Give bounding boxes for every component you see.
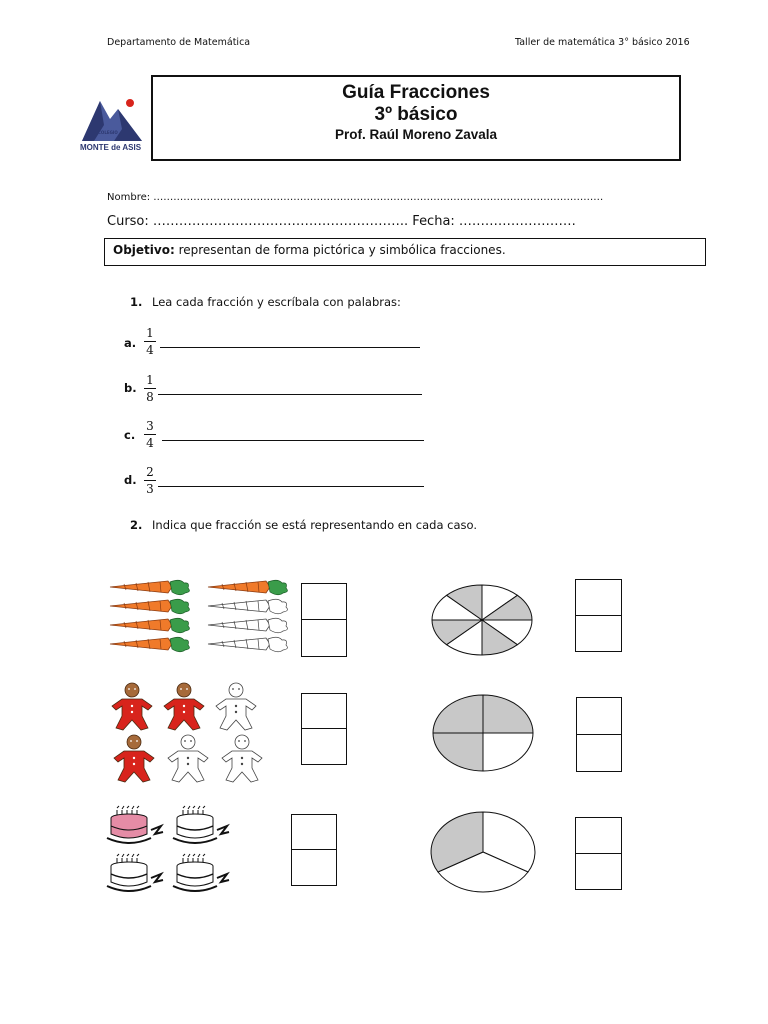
numerator-slot[interactable] (302, 694, 346, 729)
q1-item-d-answer-line[interactable] (158, 486, 424, 487)
teacher-name: Prof. Raúl Moreno Zavala (334, 127, 498, 142)
carrot-icon (110, 637, 189, 652)
answer-box-circle-thirds[interactable] (575, 817, 622, 890)
q1-item-a-answer-line[interactable] (160, 347, 420, 348)
numerator-slot[interactable] (577, 698, 621, 735)
carrot-icon (208, 618, 287, 633)
numerator-slot[interactable] (576, 818, 621, 854)
grade-title: 3º básico (374, 104, 458, 125)
logo-small-text: COLEGIO (98, 130, 118, 135)
cake-icon (173, 806, 229, 843)
circle-thirds-figure (428, 810, 538, 896)
q1-item-c-answer-line[interactable] (162, 440, 424, 441)
school-logo (80, 95, 150, 157)
q1-text: Lea cada fracción y escríbala con palabras: (152, 295, 401, 309)
circle-quarters-figure (430, 693, 536, 775)
q1-item-d-fraction: 2 3 (144, 465, 156, 496)
circle-eighths-figure (430, 582, 534, 658)
nombre-field[interactable]: Nombre: ……………………………………………………………………………………………………………………… (107, 192, 604, 203)
q2-number: 2. (130, 518, 143, 532)
denominator-slot[interactable] (576, 854, 621, 890)
objective-text: representan de forma pictórica y simbólica fracciones. (174, 243, 506, 257)
objective-box (104, 238, 706, 266)
gingerbread-icon (164, 683, 204, 730)
q1-item-b-letter: b. (124, 381, 137, 395)
cake-icon (173, 854, 229, 891)
carrot-icon (110, 618, 189, 633)
answer-box-gingerbread[interactable] (301, 693, 347, 765)
header-right: Taller de matemática 3° básico 2016 (515, 37, 690, 48)
cake-icon (107, 806, 163, 843)
carrot-icon (110, 599, 189, 614)
denominator-slot[interactable] (302, 620, 346, 656)
q1-item-a-letter: a. (124, 336, 137, 350)
numerator-slot[interactable] (292, 815, 336, 850)
q1-item-d-letter: d. (124, 473, 137, 487)
answer-box-circle-eighths[interactable] (575, 579, 622, 652)
cake-icon (107, 854, 163, 891)
gingerbread-icon (112, 683, 152, 730)
q1-item-b-answer-line[interactable] (158, 394, 422, 395)
header-left: Departamento de Matemática (107, 37, 251, 48)
carrot-icon (208, 580, 287, 595)
answer-box-carrots[interactable] (301, 583, 347, 657)
answer-box-circle-quarters[interactable] (576, 697, 622, 772)
page-title: Guía Fracciones (342, 82, 490, 103)
q2-text: Indica que fracción se está representando en cada caso. (152, 518, 478, 532)
gingerbread-icon (216, 683, 256, 730)
gingerbread-icon (222, 735, 262, 782)
denominator-slot[interactable] (577, 735, 621, 772)
gingerbread-icon (114, 735, 154, 782)
denominator-slot[interactable] (292, 850, 336, 885)
q1-number: 1. (130, 295, 143, 309)
answer-box-cakes[interactable] (291, 814, 337, 886)
denominator-slot[interactable] (576, 616, 621, 652)
carrots-figure (108, 578, 294, 658)
denominator-slot[interactable] (302, 729, 346, 764)
logo-name: MONTE de ASIS (80, 143, 142, 152)
gingerbread-icon (168, 735, 208, 782)
q1-item-a-fraction: 1 4 (144, 326, 156, 357)
numerator-slot[interactable] (302, 584, 346, 620)
title-box (151, 75, 681, 161)
cakes-figure (105, 802, 240, 897)
numerator-slot[interactable] (576, 580, 621, 616)
q1-item-c-letter: c. (124, 428, 136, 442)
gingerbread-figure (110, 680, 270, 785)
carrot-icon (208, 637, 287, 652)
objective-label: Objetivo: (113, 243, 175, 257)
carrot-icon (110, 580, 189, 595)
carrot-icon (208, 599, 287, 614)
q1-item-c-fraction: 3 4 (144, 419, 156, 450)
q1-item-b-fraction: 1 8 (144, 373, 156, 404)
curso-fecha-field[interactable]: Curso: ………………………………………………….. Fecha: ……………………… (107, 214, 576, 229)
